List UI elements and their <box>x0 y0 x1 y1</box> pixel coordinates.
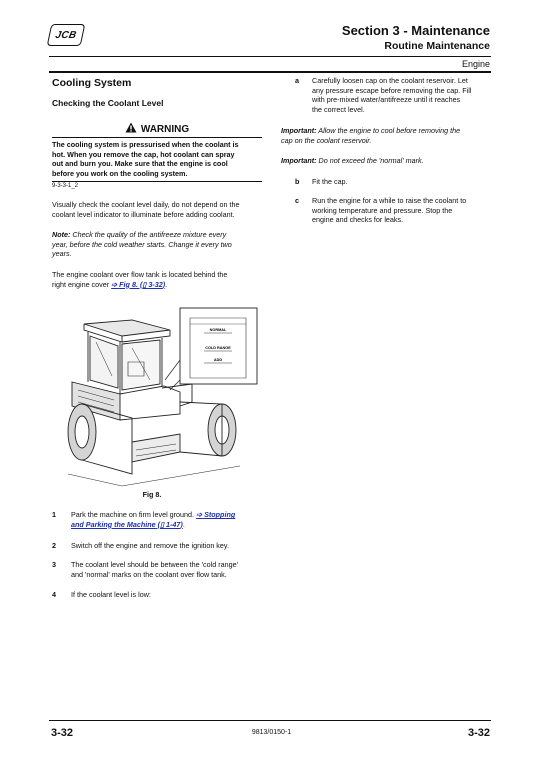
arrow-right-icon: ➩ <box>196 510 203 519</box>
warning-reference: 9-3-3-1_2 <box>52 183 79 189</box>
book-page-icon: ▯ <box>160 519 165 529</box>
tank-paragraph: The engine coolant over flow tank is located behind the right engine cover ➩ Fig 8. (▯ 3-32). <box>52 270 228 289</box>
jcb-logo: JCB <box>47 24 86 46</box>
warning-title: WARNING <box>140 124 190 135</box>
footer-divider <box>49 720 491 721</box>
important-cooldown: Important: Allow the engine to cool before removing the cap on the coolant reservoir. <box>281 126 461 145</box>
book-page-icon: ▯ <box>142 279 147 289</box>
figure-label-cold-range: COLD RANGE <box>205 346 231 350</box>
figure-caption: Fig 8. <box>142 490 162 499</box>
step-1: 1 Park the machine on firm level ground. ➩ Stopping and Parking the Machine (▯ 1-47). <box>52 510 236 529</box>
step-4: 4 If the coolant level is low: <box>52 590 151 599</box>
chapter-divider <box>49 71 491 73</box>
step-c: c Run the engine for a while to raise the coolant to working temperature and pressure. Stop the engine and checks for leaks. <box>295 196 467 225</box>
warning-divider <box>52 137 262 138</box>
warning-triangle-icon <box>125 122 137 133</box>
warning-text: The cooling system is pressurised when the coolant is hot. When you remove the cap, hot coolant can spray out and burn you. Make sure that the engine is cool before you work on the cooling system. <box>52 140 239 178</box>
warning-heading <box>52 122 262 135</box>
note-paragraph: Note: Check the quality of the antifreeze mixture every year, before the cold weather starts. Change it every two years. <box>52 230 232 259</box>
step-3: 3 The coolant level should be between the 'cold range' and 'normal' marks on the coolant over flow tank. <box>52 560 238 579</box>
page-number-right: 3-32 <box>467 727 490 739</box>
step-2: 2 Switch off the engine and remove the ignition key. <box>52 541 229 550</box>
figure-label-add: ADD <box>213 358 223 362</box>
section-subtitle: Routine Maintenance <box>384 40 490 52</box>
step-a: a Carefully loosen cap on the coolant reservoir. Let any pressure escape before removing the cap. Fill with pre-mixed water/antifreeze until it reaches the correct level. <box>295 76 472 114</box>
header-divider <box>49 56 491 57</box>
document-number: 9813/0150-1 <box>251 729 292 736</box>
section-title: Section 3 - Maintenance <box>341 23 490 38</box>
step-b: b Fit the cap. <box>295 177 348 186</box>
intro-paragraph: Visually check the coolant level daily, do not depend on the coolant level indicator to illuminate before adding coolant. <box>52 200 240 219</box>
stopping-parking-link-cont[interactable]: and Parking the Machine (▯ 1-47) <box>71 519 183 529</box>
coolant-tank-figure <box>62 302 262 488</box>
important-normal-mark: Important: Do not exceed the 'normal' mark. <box>281 156 424 165</box>
figure-label-normal: NORMAL <box>209 328 227 332</box>
page-title: Cooling System <box>52 77 132 89</box>
page-number-left: 3-32 <box>51 727 74 739</box>
chapter-label: Engine <box>461 59 490 69</box>
fig-8-link[interactable]: ➩ Fig 8. (▯ 3-32) <box>111 279 166 289</box>
warning-bottom-divider <box>52 181 262 182</box>
arrow-right-icon: ➩ <box>111 279 118 289</box>
page-subtitle: Checking the Coolant Level <box>52 98 164 108</box>
stopping-parking-link[interactable]: ➩ Stopping <box>196 510 236 519</box>
